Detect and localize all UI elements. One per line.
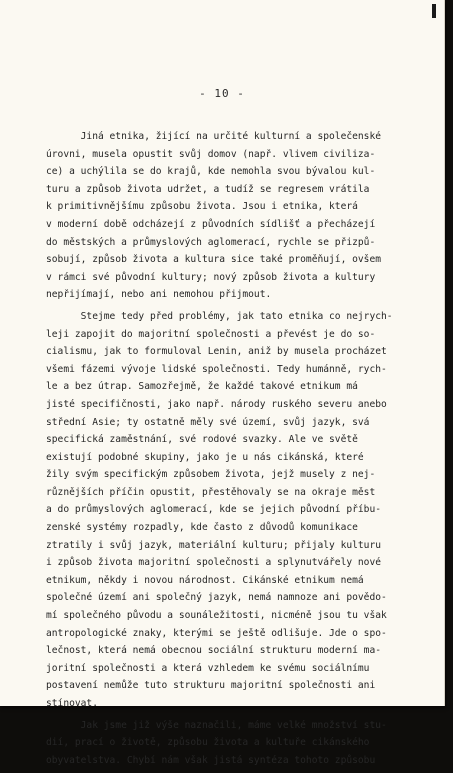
text-line: společné území ani společný jazyk, nemá namnoze ani povědo- [46,592,387,604]
text-line: mí společného původu a sounáležitosti, nicméně jsou tu však [46,610,387,622]
text-line: Jiná etnika, žijící na určité kulturní a společenské [46,131,382,142]
text-line: joritní společnosti a která vzhledem ke svému sociálnímu [46,662,370,674]
text-line: etnikum, někdy i novou národnost. Cikánské etnikum nemá [46,574,364,586]
text-line: dií, prací o životě, způsobu života a kultuře cikánského [46,737,370,749]
text-line: leji zapojit do majoritní společnosti a převést je do so- [46,328,376,340]
text-line: specifická zaměstnání, své rodové svazky. Ale ve světě [46,434,358,446]
text-line: k primitivnějšímu způsobu života. Jsou i etnika, která [46,201,358,213]
body-text [46,128,422,773]
text-line: lečnost, která nemá obecnou sociální strukturu moderní ma- [46,645,382,657]
text-line: Jak jsme již výše naznačili, máme velké množství stu- [46,719,387,731]
text-line: nepřijímají, nebo ani nemohou přijmout. [46,289,272,301]
text-line: různějších příčin opustit, přestěhovaly se na okraje měst [46,486,376,498]
text-line: a do průmyslových aglomerací, kde se jejich původní příbu- [46,504,382,516]
paragraph [46,128,422,304]
text-line: postavení nemůže tuto strukturu majoritní společnosti ani [46,680,376,692]
text-line: cialismu, jak to formuloval Lenin, aniž by musela procházet [46,346,387,358]
text-line: všemi fázemi vývoje lidské společnosti. Tedy humánně, rych- [46,363,387,375]
text-line: ztratily i svůj jazyk, materiální kulturu; přijaly kulturu [46,539,382,551]
text-line: turu a způsob života udržet, a tudíž se regresem vrátila [46,183,370,195]
text-line: do městských a průmyslových aglomerací, rychle se přizpů- [46,236,376,248]
paragraph [46,308,422,713]
text-line: i způsob života majoritní společnosti a splynutvářely nové [46,557,382,569]
text-line: le a bez útrap. Samozřejmě, že každé takové etnikum má [46,381,358,393]
text-line: střední Asie; ty ostatně měly své území, svůj jazyk, svá [46,416,370,428]
text-line: stínovat. [46,698,98,709]
text-line: Stejme tedy před problémy, jak tato etnika co nejrych- [46,310,393,322]
text-line: jisté specifičnosti, jako např. národy ruského severu anebo [46,398,387,410]
text-line: zenské systémy rozpadly, kde často z důvodů komunikace [46,522,358,534]
text-line: v rámci své původní kultury; nový způsob života a kultury [46,271,376,283]
binding-mark [432,4,436,18]
text-line: úrovni, musela opustit svůj domov (např. vlivem civiliza- [46,148,376,160]
text-line: obyvatelstva. Chybí nám však jistá syntéza tohoto způsobu [46,754,376,766]
text-line: existují podobné skupiny, jako je u nás cikánská, které [46,451,364,463]
text-line: sobují, způsob života a kultura sice také proměňují, ovšem [46,254,382,266]
page-number: - 10 - [199,87,245,100]
text-line: v moderní době odcházejí z původních sídlišť a přecházejí [46,218,376,230]
text-line: ce) a uchýlila se do krajů, kde nemohla svou bývalou kul- [46,166,376,178]
paragraph [46,717,422,770]
text-line: antropologické znaky, kterými se ještě odlišuje. Jde o spo- [46,627,387,639]
text-line: žily svým specifickým způsobem života, jejž musely z nej- [46,469,376,481]
